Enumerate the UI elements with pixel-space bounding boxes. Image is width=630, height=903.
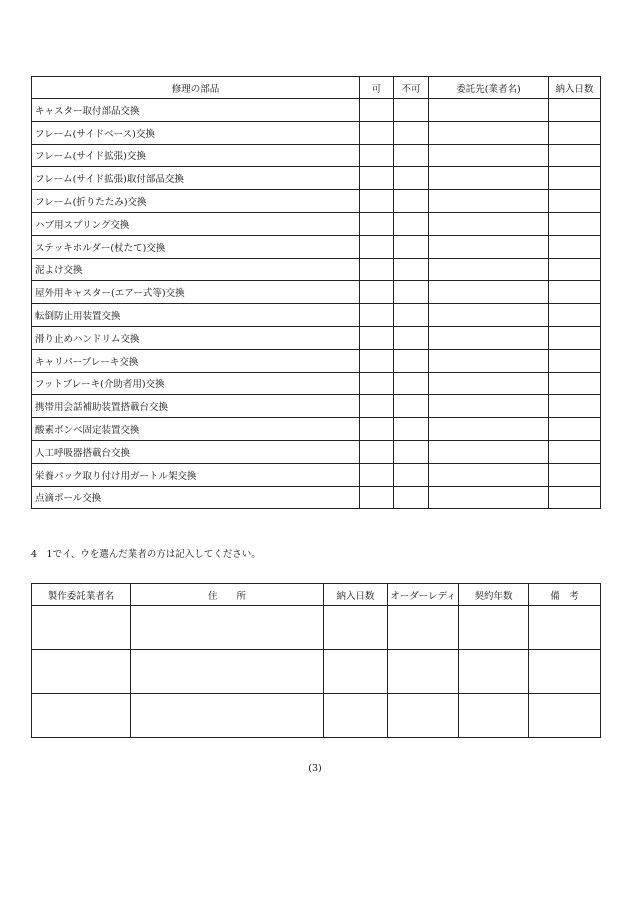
contractor-cell[interactable]: [429, 190, 549, 213]
table-row: [32, 235, 601, 258]
delivery-days-cell[interactable]: [549, 486, 601, 509]
contractor-cell[interactable]: [429, 326, 549, 349]
not-possible-cell[interactable]: [394, 258, 429, 281]
contractor-cell[interactable]: [429, 167, 549, 190]
table-row: [32, 326, 601, 349]
not-possible-cell[interactable]: [394, 281, 429, 304]
not-possible-cell[interactable]: [394, 440, 429, 463]
table-row: [32, 121, 601, 144]
possible-cell[interactable]: [360, 326, 394, 349]
part-name-cell: キャリパーブレーキ交換: [32, 349, 360, 372]
contractor-cell[interactable]: [429, 418, 549, 441]
possible-cell[interactable]: [360, 99, 394, 122]
contractor-cell[interactable]: [429, 235, 549, 258]
table-row: [32, 304, 601, 327]
contractor-cell[interactable]: [429, 463, 549, 486]
possible-cell[interactable]: [360, 463, 394, 486]
possible-cell[interactable]: [360, 304, 394, 327]
header-contract-years: 契約年数: [459, 584, 529, 606]
table-row: [32, 167, 601, 190]
header-delivery-days: 納入日数: [324, 584, 388, 606]
table-row: [32, 190, 601, 213]
remarks-cell[interactable]: [529, 650, 601, 694]
not-possible-cell[interactable]: [394, 235, 429, 258]
contractor-cell[interactable]: [429, 144, 549, 167]
possible-cell[interactable]: [360, 418, 394, 441]
contract-years-cell[interactable]: [459, 650, 529, 694]
table-row: [32, 463, 601, 486]
table-row: [32, 418, 601, 441]
possible-cell[interactable]: [360, 395, 394, 418]
not-possible-cell[interactable]: [394, 167, 429, 190]
part-name-cell: キャスター取付部品交換: [32, 99, 360, 122]
not-possible-cell[interactable]: [394, 395, 429, 418]
header-order-ready: オーダーレディ: [388, 584, 459, 606]
part-name-cell: 人工呼吸器搭載台交換: [32, 440, 360, 463]
delivery-days-cell[interactable]: [549, 463, 601, 486]
delivery-days-cell[interactable]: [549, 440, 601, 463]
not-possible-cell[interactable]: [394, 349, 429, 372]
remarks-cell[interactable]: [529, 694, 601, 738]
not-possible-cell[interactable]: [394, 463, 429, 486]
part-name-cell: 携帯用会話補助装置搭載台交換: [32, 395, 360, 418]
header-address: 住 所: [131, 584, 324, 606]
contractor-cell[interactable]: [429, 212, 549, 235]
vendor-table-header: [32, 584, 601, 606]
delivery-days-cell[interactable]: [549, 144, 601, 167]
delivery-days-cell[interactable]: [549, 190, 601, 213]
part-name-cell: ステッキホルダー(杖たて)交換: [32, 235, 360, 258]
order-ready-cell[interactable]: [388, 694, 459, 738]
possible-cell[interactable]: [360, 212, 394, 235]
contractor-cell[interactable]: [429, 372, 549, 395]
delivery-days-cell[interactable]: [549, 167, 601, 190]
parts-table: [31, 76, 601, 509]
contractor-cell[interactable]: [429, 121, 549, 144]
table-row: [32, 144, 601, 167]
delivery-days-cell[interactable]: [549, 418, 601, 441]
possible-cell[interactable]: [360, 190, 394, 213]
possible-cell[interactable]: [360, 144, 394, 167]
not-possible-cell[interactable]: [394, 190, 429, 213]
vendor-name-cell[interactable]: [32, 650, 131, 694]
part-name-cell: 酸素ボンベ固定装置交換: [32, 418, 360, 441]
vendor-table: [31, 583, 601, 738]
table-row: [32, 694, 601, 738]
instruction-text: 4 1でイ、ウを選んだ業者の方は記入してください。: [31, 549, 261, 560]
contractor-cell[interactable]: [429, 440, 549, 463]
contract-years-cell[interactable]: [459, 694, 529, 738]
possible-cell[interactable]: [360, 167, 394, 190]
part-name-cell: フレーム(折りたたみ)交換: [32, 190, 360, 213]
table-row: [32, 650, 601, 694]
part-name-cell: 屋外用キャスター(エアー式等)交換: [32, 281, 360, 304]
part-name-cell: ハブ用スプリング交換: [32, 212, 360, 235]
contractor-cell[interactable]: [429, 486, 549, 509]
delivery-days-cell[interactable]: [549, 304, 601, 327]
contractor-cell[interactable]: [429, 395, 549, 418]
part-name-cell: フレーム(サイドベース)交換: [32, 121, 360, 144]
table-row: [32, 395, 601, 418]
header-delivery-days: 納入日数: [549, 77, 601, 99]
contractor-cell[interactable]: [429, 349, 549, 372]
header-vendor-name: 製作委託業者名: [32, 584, 131, 606]
order-ready-cell[interactable]: [388, 650, 459, 694]
delivery-days-cell[interactable]: [549, 235, 601, 258]
header-contractor: 委託先(業者名): [429, 77, 549, 99]
possible-cell[interactable]: [360, 258, 394, 281]
part-name-cell: フレーム(サイド拡張)交換: [32, 144, 360, 167]
not-possible-cell[interactable]: [394, 304, 429, 327]
possible-cell[interactable]: [360, 440, 394, 463]
contractor-cell[interactable]: [429, 281, 549, 304]
possible-cell[interactable]: [360, 121, 394, 144]
contract-years-cell[interactable]: [459, 606, 529, 650]
address-cell[interactable]: [131, 650, 324, 694]
delivery-days-cell[interactable]: [549, 212, 601, 235]
delivery-days-cell[interactable]: [549, 326, 601, 349]
possible-cell[interactable]: [360, 372, 394, 395]
contractor-cell[interactable]: [429, 258, 549, 281]
part-name-cell: 泥よけ交換: [32, 258, 360, 281]
header-not-possible: 不可: [394, 77, 429, 99]
table-row: [32, 99, 601, 122]
not-possible-cell[interactable]: [394, 486, 429, 509]
delivery-days-cell[interactable]: [549, 121, 601, 144]
vendor-name-cell[interactable]: [32, 694, 131, 738]
possible-cell[interactable]: [360, 349, 394, 372]
page-number: (3): [308, 763, 322, 774]
table-row: [32, 440, 601, 463]
table-row: [32, 212, 601, 235]
address-cell[interactable]: [131, 606, 324, 650]
contractor-cell[interactable]: [429, 99, 549, 122]
remarks-cell[interactable]: [529, 606, 601, 650]
part-name-cell: 点滴ポール交換: [32, 486, 360, 509]
header-part-name: 修理の部品: [32, 77, 360, 99]
possible-cell[interactable]: [360, 235, 394, 258]
not-possible-cell[interactable]: [394, 99, 429, 122]
delivery-days-cell[interactable]: [549, 395, 601, 418]
delivery-days-cell[interactable]: [549, 258, 601, 281]
part-name-cell: 栄養パック取り付け用ガートル架交換: [32, 463, 360, 486]
contractor-cell[interactable]: [429, 304, 549, 327]
part-name-cell: 転倒防止用装置交換: [32, 304, 360, 327]
not-possible-cell[interactable]: [394, 121, 429, 144]
vendor-name-cell[interactable]: [32, 606, 131, 650]
not-possible-cell[interactable]: [394, 144, 429, 167]
delivery-days-cell[interactable]: [549, 372, 601, 395]
part-name-cell: 滑り止めハンドリム交換: [32, 326, 360, 349]
table-row: [32, 372, 601, 395]
delivery-days-cell[interactable]: [549, 99, 601, 122]
delivery-days-cell[interactable]: [549, 349, 601, 372]
parts-table-header: [32, 77, 601, 99]
table-row: [32, 349, 601, 372]
table-row: [32, 281, 601, 304]
delivery-days-cell[interactable]: [324, 606, 388, 650]
order-ready-cell[interactable]: [388, 606, 459, 650]
address-cell[interactable]: [131, 694, 324, 738]
table-row: [32, 258, 601, 281]
not-possible-cell[interactable]: [394, 418, 429, 441]
not-possible-cell[interactable]: [394, 326, 429, 349]
not-possible-cell[interactable]: [394, 372, 429, 395]
possible-cell[interactable]: [360, 486, 394, 509]
part-name-cell: フットブレーキ(介助者用)交換: [32, 372, 360, 395]
delivery-days-cell[interactable]: [549, 281, 601, 304]
table-row: [32, 606, 601, 650]
possible-cell[interactable]: [360, 281, 394, 304]
not-possible-cell[interactable]: [394, 212, 429, 235]
header-remarks: 備 考: [529, 584, 601, 606]
delivery-days-cell[interactable]: [324, 650, 388, 694]
delivery-days-cell[interactable]: [324, 694, 388, 738]
table-row: [32, 486, 601, 509]
part-name-cell: フレーム(サイド拡張)取付部品交換: [32, 167, 360, 190]
header-possible: 可: [360, 77, 394, 99]
